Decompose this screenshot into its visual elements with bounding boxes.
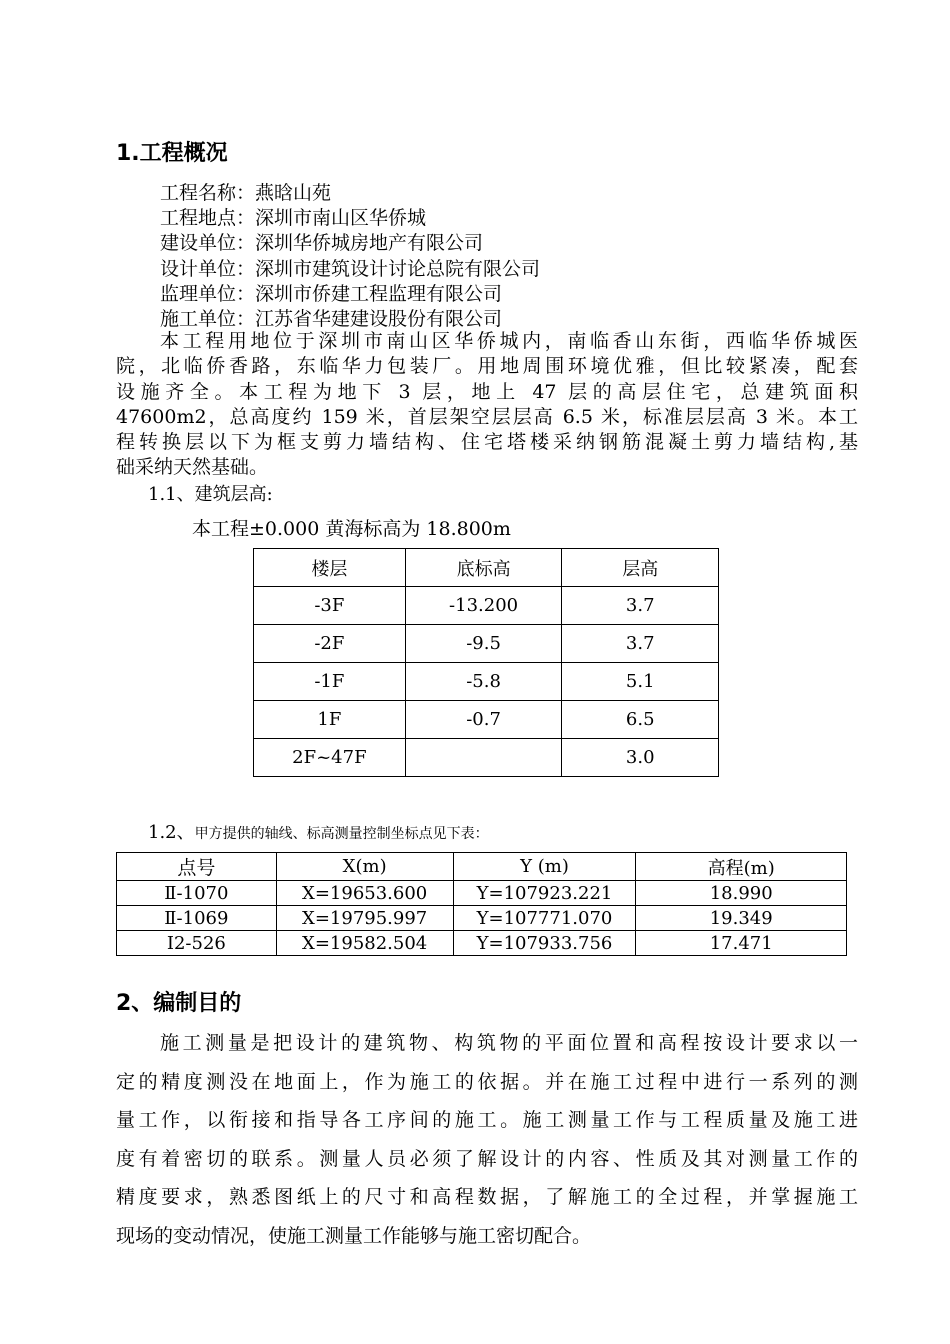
table-row [254,739,719,777]
base-elevation-cell: -0.7 [405,701,562,739]
table-header-row [254,549,719,587]
subsection-1-2-heading [148,818,489,844]
floor-cell: -2F [254,625,406,663]
y-cell: Y=107933.756 [453,931,636,956]
subsection-1-2-title: 甲方提供的轴线、标高测量控制坐标点见下表： [194,826,489,842]
point-id-cell: Ⅱ-1070 [117,881,277,906]
base-elevation-cell: -13.200 [405,587,562,625]
table-row [254,701,719,739]
header-base-elevation: 底标高 [405,549,562,587]
purpose-line: 施工测量是把设计的建筑物、构筑物的平面位置和高程按设计要求以一 [160,1032,858,1054]
point-id-cell: Ⅰ2-526 [117,931,277,956]
table-row [254,587,719,625]
point-id-cell: Ⅱ-1069 [117,906,277,931]
description-line: 本工程用地位于深圳市南山区华侨城内，南临香山东街，西临华侨城医 [160,330,858,352]
subsection-1-1-heading: 1.1、建筑层高: [148,484,273,505]
floor-height-cell: 3.7 [562,625,719,663]
table-row [254,625,719,663]
info-client: 建设单位：深圳华侨城房地产有限公司 [160,232,484,254]
floor-cell: 1F [254,701,406,739]
header-floor: 楼层 [254,549,406,587]
floor-height-table [253,548,719,777]
floor-cell: -3F [254,587,406,625]
x-cell: X=19653.600 [276,881,453,906]
table-header-row [117,853,847,881]
header-y: Y (m) [453,853,636,881]
purpose-line: 精度要求，熟悉图纸上的尺寸和高程数据，了解施工的全过程，并掌握施工 [116,1186,858,1208]
y-cell: Y=107771.070 [453,906,636,931]
table-row [117,906,847,931]
x-cell: X=19795.997 [276,906,453,931]
purpose-line: 量工作，以衔接和指导各工序间的施工。施工测量工作与工程质量及施工进 [116,1109,858,1131]
header-point-id: 点号 [117,853,277,881]
coordinate-points-table [116,852,847,956]
info-contractor: 施工单位：江苏省华建建设股份有限公司 [160,308,503,330]
table-row [254,663,719,701]
purpose-line: 现场的变动情况，使施工测量工作能够与施工密切配合。 [116,1224,592,1247]
floor-height-cell: 6.5 [562,701,719,739]
floor-height-cell: 3.7 [562,587,719,625]
elevation-cell: 18.990 [636,881,847,906]
header-x: X(m) [276,853,453,881]
elevation-cell: 19.349 [636,906,847,931]
info-project-name: 工程名称：燕晗山苑 [160,182,332,204]
info-supervisor: 监理单位：深圳市侨建工程监理有限公司 [160,283,503,305]
description-line: 47600m2，总高度约 159 米，首层架空层层高 6.5 米，标准层层高 3 米。本工 [116,405,858,428]
elevation-cell: 17.471 [636,931,847,956]
purpose-line: 定的精度测没在地面上，作为施工的依据。并在施工过程中进行一系列的测 [116,1070,858,1093]
description-line: 础采纳天然基础。 [116,456,269,479]
description-line: 院，北临侨香路，东临华力包装厂。用地周围环境优雅，但比较紧凑，配套 [116,355,858,378]
description-line: 程转换层以下为框支剪力墙结构、住宅塔楼采纳钢筋混凝土剪力墙结构,基 [116,431,858,454]
purpose-line: 度有着密切的联系。测量人员必须了解设计的内容、性质及其对测量工作的 [116,1147,858,1170]
info-designer: 设计单位：深圳市建筑设计讨论总院有限公司 [160,258,541,280]
section-2-title: 2、编制目的 [116,991,242,1016]
x-cell: X=19582.504 [276,931,453,956]
description-line: 设施齐全。本工程为地下 3 层，地上 47 层的高层住宅，总建筑面积 [116,380,858,403]
table-row [117,881,847,906]
floor-cell: 2F~47F [254,739,406,777]
subsection-1-2-number: 1.2、 [148,822,195,843]
section-1-title: 1.工程概况 [116,141,228,166]
floor-height-cell: 5.1 [562,663,719,701]
table-row [117,931,847,956]
info-project-location: 工程地点：深圳市南山区华侨城 [160,207,427,229]
header-floor-height: 层高 [562,549,719,587]
elevation-note: 本工程±0.000 黄海标高为 18.800m [192,518,511,540]
floor-height-cell: 3.0 [562,739,719,777]
base-elevation-cell: -9.5 [405,625,562,663]
header-elevation: 高程(m) [636,853,847,881]
y-cell: Y=107923.221 [453,881,636,906]
floor-cell: -1F [254,663,406,701]
base-elevation-cell: -5.8 [405,663,562,701]
base-elevation-cell [405,739,562,777]
purpose-paragraph [116,1024,858,1255]
project-description [116,329,858,481]
